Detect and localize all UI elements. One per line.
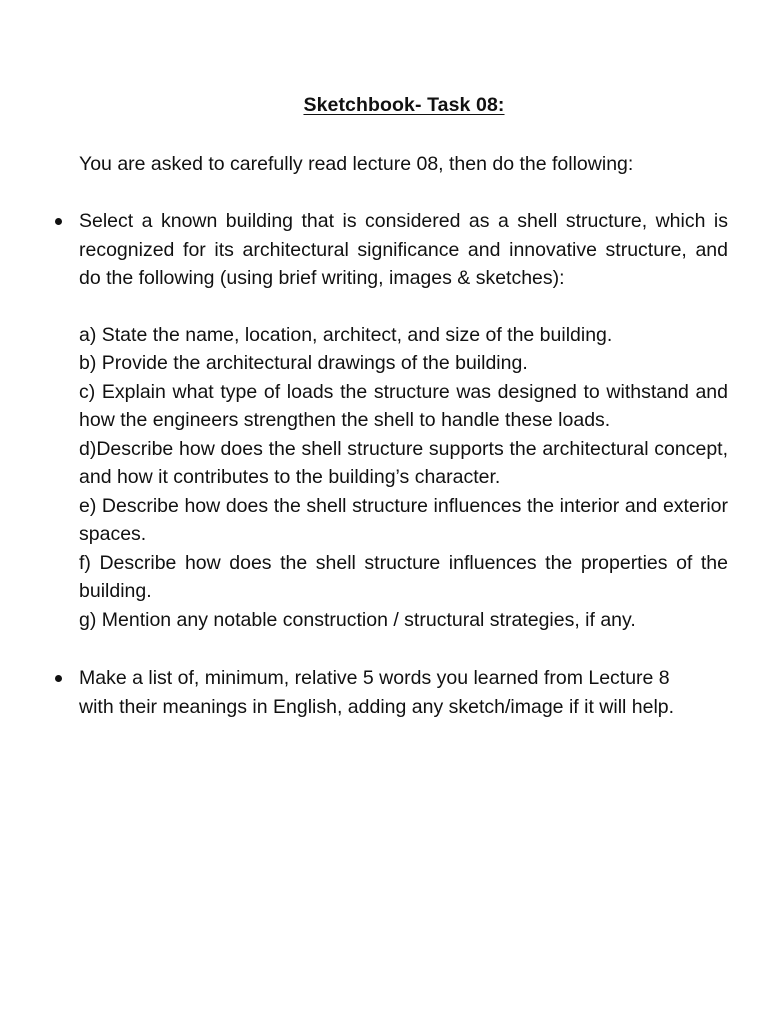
bullet-icon bbox=[55, 675, 62, 682]
bullet-item-vocabulary-task bbox=[79, 664, 728, 721]
page-title: Sketchbook- Task 08: bbox=[303, 94, 505, 116]
sub-item-d: d)Describe how does the shell structure supports the architectural concept, and how it contributes to the building’s character. bbox=[79, 437, 728, 488]
sub-item-a: a) State the name, location, architect, and size of the building. bbox=[79, 323, 613, 346]
sub-item-c: c) Explain what type of loads the structure was designed to withstand and how the engineers strengthen the shell to handle these loads. bbox=[79, 380, 728, 431]
sub-item-f: f) Describe how does the shell structure influences the properties of the building. bbox=[79, 551, 728, 602]
bullet-text: Make a list of, minimum, relative 5 words you learned from Lecture 8 with their meanings in English, adding any sketch/image if it will help. bbox=[79, 667, 675, 718]
intro-text: You are asked to carefully read lecture 08, then do the following: bbox=[79, 153, 634, 175]
sub-item-b: b) Provide the architectural drawings of the building. bbox=[79, 352, 528, 374]
bullet-icon bbox=[55, 218, 62, 225]
bullet-text: Select a known building that is considered as a shell structure, which is recognized for its architectural significance and innovative structure, and do the following (using brief writing, images & sketches): bbox=[79, 210, 728, 289]
sub-item-g: g) Mention any notable construction / structural strategies, if any. bbox=[79, 608, 636, 631]
sub-item-e: e) Describe how does the shell structure influences the interior and exterior spaces. bbox=[79, 494, 728, 545]
sub-item-list bbox=[79, 321, 728, 635]
bullet-item-building-task bbox=[79, 207, 728, 634]
